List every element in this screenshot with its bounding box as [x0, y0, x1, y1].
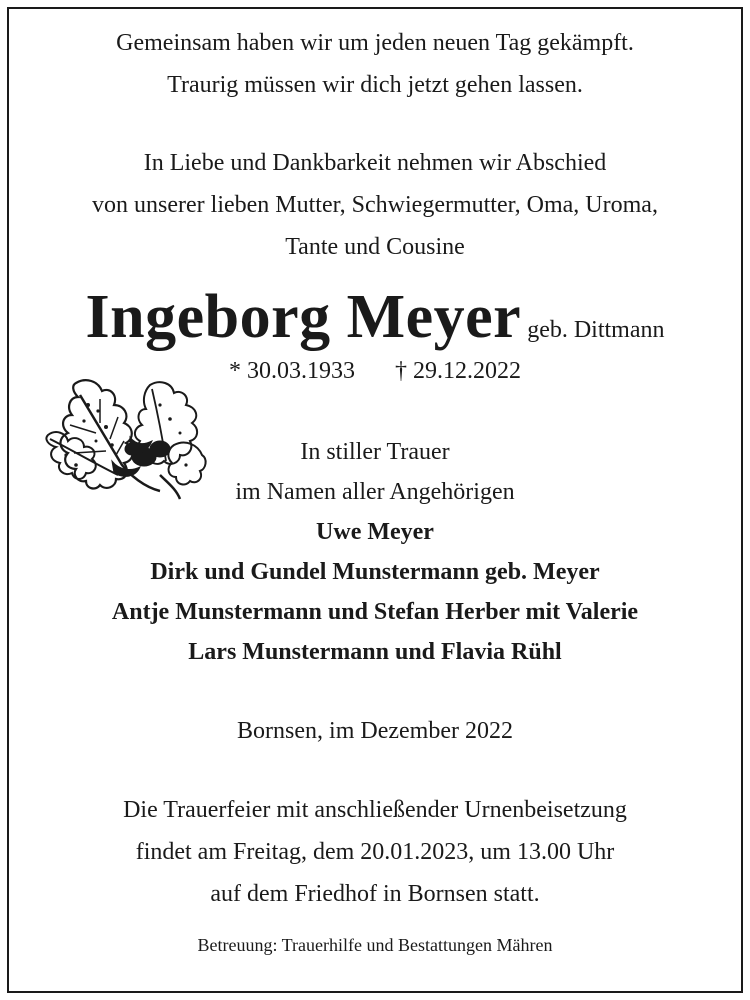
- death-date: † 29.12.2022: [395, 358, 521, 384]
- funeral-line-3: auf dem Friedhof in Bornsen statt.: [210, 881, 540, 907]
- mourner-1: Uwe Meyer: [316, 519, 434, 545]
- intro-line-5: Tante und Cousine: [285, 234, 465, 260]
- mourner-2: Dirk und Gundel Munstermann geb. Meyer: [150, 559, 600, 585]
- funeral-line-1: Die Trauerfeier mit anschließender Urnenbeisetzung: [123, 797, 627, 823]
- mourning-line-1: In stiller Trauer: [300, 439, 450, 465]
- mourner-4: Lars Munstermann und Flavia Rühl: [188, 639, 562, 665]
- place-date: Bornsen, im Dezember 2022: [237, 718, 513, 744]
- funeral-line-2: findet am Freitag, dem 20.01.2023, um 13.00 Uhr: [135, 839, 615, 865]
- maiden-name: geb. Dittmann: [527, 317, 665, 343]
- intro-line-4: von unserer lieben Mutter, Schwiegermutter, Oma, Uroma,: [92, 192, 658, 218]
- funeral-care-note: Betreuung: Trauerhilfe und Bestattungen Mähren: [197, 935, 553, 955]
- intro-line-3: In Liebe und Dankbarkeit nehmen wir Abschied: [143, 150, 607, 176]
- intro-line-1: Gemeinsam haben wir um jeden neuen Tag gekämpft.: [116, 30, 634, 56]
- deceased-name: Ingeborg Meyer: [85, 283, 522, 351]
- deceased-name-row: [0, 282, 750, 353]
- birth-date: * 30.03.1933: [229, 358, 355, 384]
- intro-line-2: Traurig müssen wir dich jetzt gehen lassen.: [167, 72, 583, 98]
- mourning-line-2: im Namen aller Angehörigen: [235, 479, 515, 505]
- mourner-3: Antje Munstermann und Stefan Herber mit Valerie: [111, 599, 639, 625]
